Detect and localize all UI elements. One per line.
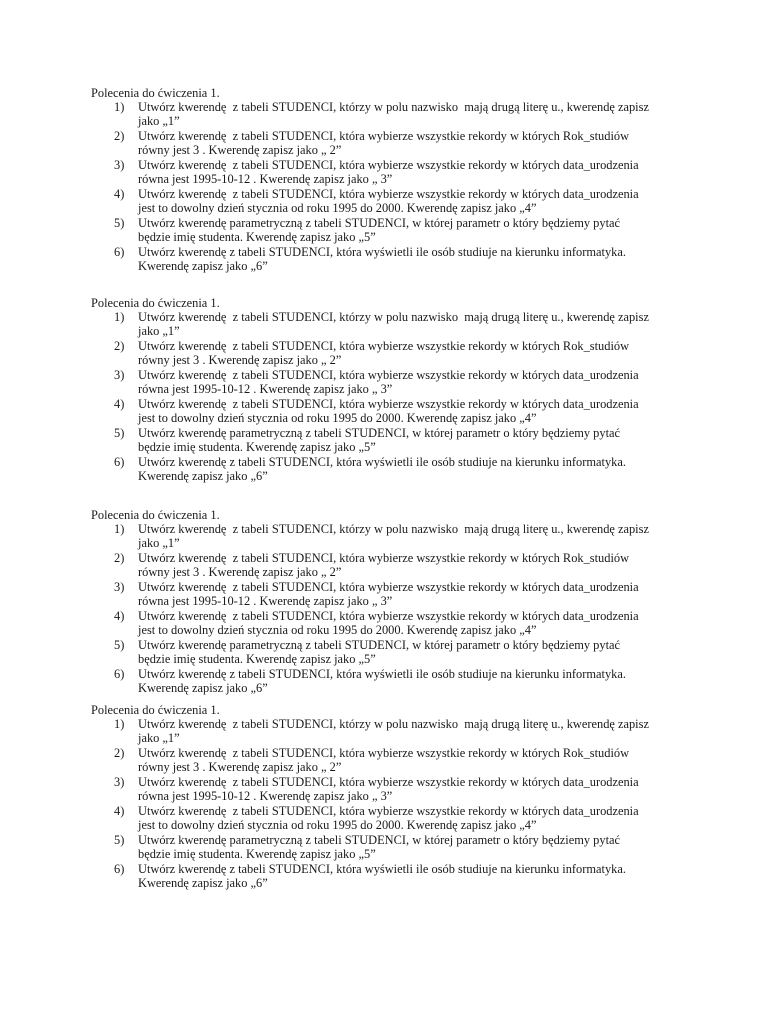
task-text-line: Utwórz kwerendę z tabeli STUDENCI, która wybierze wszystkie rekordy w których data_urodzenia: [138, 397, 639, 411]
task-text-line: będzie imię studenta. Kwerendę zapisz jako „5”: [138, 847, 376, 861]
task-number: 5): [114, 833, 125, 847]
task-item: [91, 129, 691, 157]
exercise-block: [91, 296, 691, 484]
task-number: 1): [114, 310, 125, 324]
task-number: 2): [114, 746, 125, 760]
exercise-title: Polecenia do ćwiczenia 1.: [91, 508, 220, 522]
exercise-title: Polecenia do ćwiczenia 1.: [91, 86, 220, 100]
task-text-line: Utwórz kwerendę z tabeli STUDENCI, która wybierze wszystkie rekordy w których data_urodzenia: [138, 187, 639, 201]
task-number: 2): [114, 339, 125, 353]
task-text-line: Utwórz kwerendę z tabeli STUDENCI, która wybierze wszystkie rekordy w których data_urodzenia: [138, 609, 639, 623]
task-item: [91, 833, 691, 861]
task-text-line: Utwórz kwerendę parametryczną z tabeli STUDENCI, w której parametr o który będziemy pytać: [138, 638, 621, 652]
task-text-line: jako „1”: [138, 731, 180, 745]
task-text-line: jest to dowolny dzień stycznia od roku 1995 do 2000. Kwerendę zapisz jako „4”: [138, 623, 537, 637]
task-text-line: Utwórz kwerendę z tabeli STUDENCI, którzy w polu nazwisko mają drugą literę u., kwerendę zapisz: [138, 717, 649, 731]
task-number: 6): [114, 667, 125, 681]
task-text-line: równa jest 1995-10-12 . Kwerendę zapisz jako „ 3”: [138, 172, 393, 186]
task-text-line: Kwerendę zapisz jako „6”: [138, 681, 268, 695]
task-number: 3): [114, 580, 125, 594]
task-text-line: jako „1”: [138, 324, 180, 338]
task-text-line: Kwerendę zapisz jako „6”: [138, 259, 268, 273]
task-text-line: równy jest 3 . Kwerendę zapisz jako „ 2”: [138, 143, 342, 157]
task-number: 2): [114, 129, 125, 143]
task-text-line: Utwórz kwerendę z tabeli STUDENCI, która wyświetli ile osób studiuje na kierunku informatyka.: [138, 667, 626, 681]
task-text-line: Utwórz kwerendę z tabeli STUDENCI, która wybierze wszystkie rekordy w których data_urodzenia: [138, 158, 639, 172]
task-list: [91, 717, 691, 890]
task-item: [91, 717, 691, 745]
task-item: [91, 551, 691, 579]
task-item: [91, 397, 691, 425]
task-text-line: Utwórz kwerendę z tabeli STUDENCI, którzy w polu nazwisko mają drugą literę u., kwerendę zapisz: [138, 522, 649, 536]
exercise-title: Polecenia do ćwiczenia 1.: [91, 296, 220, 310]
task-text-line: równy jest 3 . Kwerendę zapisz jako „ 2”: [138, 760, 342, 774]
exercise-block: [91, 508, 691, 696]
task-item: [91, 609, 691, 637]
task-list: [91, 522, 691, 695]
task-number: 4): [114, 804, 125, 818]
task-text-line: będzie imię studenta. Kwerendę zapisz jako „5”: [138, 652, 376, 666]
task-list: [91, 310, 691, 483]
task-item: [91, 455, 691, 483]
task-number: 6): [114, 455, 125, 469]
task-text-line: Utwórz kwerendę z tabeli STUDENCI, która wybierze wszystkie rekordy w których data_urodzenia: [138, 775, 639, 789]
task-number: 3): [114, 368, 125, 382]
task-text-line: jest to dowolny dzień stycznia od roku 1995 do 2000. Kwerendę zapisz jako „4”: [138, 201, 537, 215]
task-number: 2): [114, 551, 125, 565]
task-text-line: jako „1”: [138, 536, 180, 550]
task-item: [91, 746, 691, 774]
task-text-line: Utwórz kwerendę z tabeli STUDENCI, która wybierze wszystkie rekordy w których data_urodzenia: [138, 580, 639, 594]
task-text-line: będzie imię studenta. Kwerendę zapisz jako „5”: [138, 440, 376, 454]
task-item: [91, 245, 691, 273]
task-text-line: równy jest 3 . Kwerendę zapisz jako „ 2”: [138, 565, 342, 579]
task-text-line: Utwórz kwerendę z tabeli STUDENCI, która wyświetli ile osób studiuje na kierunku informatyka.: [138, 455, 626, 469]
task-text-line: Utwórz kwerendę parametryczną z tabeli STUDENCI, w której parametr o który będziemy pytać: [138, 216, 621, 230]
task-text-line: Kwerendę zapisz jako „6”: [138, 876, 268, 890]
task-text-line: równy jest 3 . Kwerendę zapisz jako „ 2”: [138, 353, 342, 367]
task-text-line: równa jest 1995-10-12 . Kwerendę zapisz jako „ 3”: [138, 594, 393, 608]
exercise-block: [91, 86, 691, 274]
task-item: [91, 426, 691, 454]
task-text-line: jest to dowolny dzień stycznia od roku 1995 do 2000. Kwerendę zapisz jako „4”: [138, 411, 537, 425]
task-item: [91, 187, 691, 215]
task-list: [91, 100, 691, 273]
task-text-line: Utwórz kwerendę z tabeli STUDENCI, którzy w polu nazwisko mają drugą literę u., kwerendę zapisz: [138, 100, 649, 114]
task-number: 5): [114, 638, 125, 652]
task-item: [91, 216, 691, 244]
task-number: 4): [114, 397, 125, 411]
task-text-line: Utwórz kwerendę parametryczną z tabeli STUDENCI, w której parametr o który będziemy pytać: [138, 833, 621, 847]
task-text-line: Kwerendę zapisz jako „6”: [138, 469, 268, 483]
task-text-line: Utwórz kwerendę z tabeli STUDENCI, która wyświetli ile osób studiuje na kierunku informatyka.: [138, 862, 626, 876]
task-text-line: równa jest 1995-10-12 . Kwerendę zapisz jako „ 3”: [138, 382, 393, 396]
task-text-line: Utwórz kwerendę z tabeli STUDENCI, która wybierze wszystkie rekordy w których Rok_studiów: [138, 129, 630, 143]
task-item: [91, 862, 691, 890]
task-number: 4): [114, 609, 125, 623]
task-text-line: Utwórz kwerendę z tabeli STUDENCI, która wybierze wszystkie rekordy w których data_urodzenia: [138, 368, 639, 382]
task-number: 5): [114, 216, 125, 230]
task-item: [91, 638, 691, 666]
task-item: [91, 100, 691, 128]
task-item: [91, 580, 691, 608]
task-item: [91, 339, 691, 367]
task-number: 1): [114, 100, 125, 114]
task-text-line: Utwórz kwerendę z tabeli STUDENCI, która wyświetli ile osób studiuje na kierunku informatyka.: [138, 245, 626, 259]
task-item: [91, 804, 691, 832]
task-item: [91, 158, 691, 186]
task-text-line: Utwórz kwerendę z tabeli STUDENCI, która wybierze wszystkie rekordy w których data_urodzenia: [138, 804, 639, 818]
task-number: 1): [114, 717, 125, 731]
task-text-line: Utwórz kwerendę z tabeli STUDENCI, która wybierze wszystkie rekordy w których Rok_studiów: [138, 551, 630, 565]
task-text-line: Utwórz kwerendę z tabeli STUDENCI, która wybierze wszystkie rekordy w których Rok_studiów: [138, 746, 630, 760]
task-item: [91, 667, 691, 695]
task-text-line: będzie imię studenta. Kwerendę zapisz jako „5”: [138, 230, 376, 244]
task-number: 3): [114, 775, 125, 789]
task-text-line: Utwórz kwerendę z tabeli STUDENCI, która wybierze wszystkie rekordy w których Rok_studiów: [138, 339, 630, 353]
task-number: 5): [114, 426, 125, 440]
task-text-line: jest to dowolny dzień stycznia od roku 1995 do 2000. Kwerendę zapisz jako „4”: [138, 818, 537, 832]
task-number: 6): [114, 862, 125, 876]
task-text-line: Utwórz kwerendę z tabeli STUDENCI, którzy w polu nazwisko mają drugą literę u., kwerendę zapisz: [138, 310, 649, 324]
task-number: 1): [114, 522, 125, 536]
task-number: 3): [114, 158, 125, 172]
task-item: [91, 775, 691, 803]
task-number: 4): [114, 187, 125, 201]
task-text-line: równa jest 1995-10-12 . Kwerendę zapisz jako „ 3”: [138, 789, 393, 803]
exercise-title: Polecenia do ćwiczenia 1.: [91, 703, 220, 717]
task-text-line: Utwórz kwerendę parametryczną z tabeli STUDENCI, w której parametr o który będziemy pytać: [138, 426, 621, 440]
exercise-block: [91, 703, 691, 891]
task-item: [91, 522, 691, 550]
task-number: 6): [114, 245, 125, 259]
task-text-line: jako „1”: [138, 114, 180, 128]
task-item: [91, 310, 691, 338]
task-item: [91, 368, 691, 396]
